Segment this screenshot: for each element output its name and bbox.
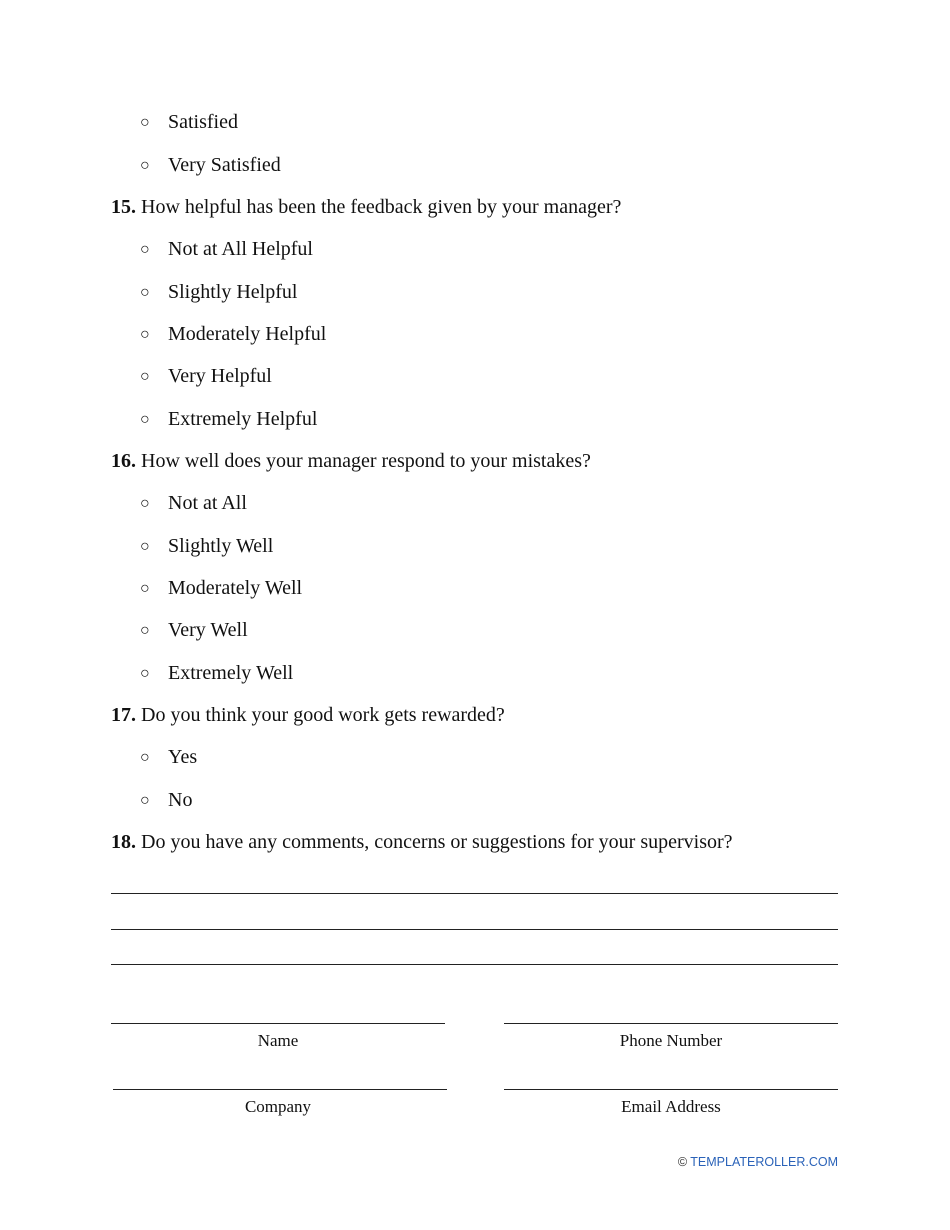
option-yes[interactable] [140, 745, 197, 770]
email-address-label: Email Address [621, 1097, 721, 1116]
company-label: Company [244, 1097, 312, 1116]
radio-circle-icon: ○ [140, 665, 150, 682]
radio-circle-icon: ○ [140, 368, 150, 385]
radio-circle-icon: ○ [140, 241, 150, 258]
option-label: Moderately Helpful [168, 323, 327, 345]
radio-circle-icon: ○ [140, 792, 150, 809]
option-label: Satisfied [168, 111, 238, 133]
question-text: How well does your manager respond to your mistakes? [141, 450, 591, 472]
option-very-satisfied[interactable] [140, 153, 281, 178]
radio-circle-icon: ○ [140, 749, 150, 766]
question-16 [111, 449, 591, 473]
option-extremely-well[interactable] [140, 661, 293, 686]
option-satisfied[interactable] [140, 110, 238, 135]
radio-circle-icon: ○ [140, 622, 150, 639]
radio-circle-icon: ○ [140, 157, 150, 174]
comment-line-2[interactable] [111, 929, 838, 930]
option-label: Slightly Well [168, 535, 274, 557]
question-15 [111, 195, 621, 219]
radio-circle-icon: ○ [140, 326, 150, 343]
radio-circle-icon: ○ [140, 114, 150, 131]
radio-circle-icon: ○ [140, 284, 150, 301]
phone-number-line[interactable] [504, 1023, 838, 1024]
radio-circle-icon: ○ [140, 538, 150, 555]
question-text: Do you have any comments, concerns or suggestions for your supervisor? [141, 831, 733, 853]
option-label: Very Satisfied [168, 154, 281, 176]
phone-number-label: Phone Number [619, 1031, 723, 1050]
option-label: Very Well [168, 619, 248, 641]
comment-line-3[interactable] [111, 964, 838, 965]
option-moderately-well[interactable] [140, 576, 302, 601]
question-number: 16. [111, 450, 136, 472]
question-text: How helpful has been the feedback given by your manager? [141, 196, 622, 218]
company-line[interactable] [113, 1089, 447, 1090]
option-label: Slightly Helpful [168, 281, 298, 303]
option-label: Yes [168, 746, 198, 768]
option-slightly-well[interactable] [140, 534, 273, 559]
option-label: Extremely Well [168, 662, 294, 684]
copyright-symbol: © [677, 1155, 688, 1169]
email-address-line[interactable] [504, 1089, 838, 1090]
option-label: Extremely Helpful [168, 408, 318, 430]
option-label: Not at All [168, 492, 247, 514]
radio-circle-icon: ○ [140, 411, 150, 428]
question-number: 15. [111, 196, 136, 218]
option-label: Not at All Helpful [168, 238, 313, 260]
option-label: Very Helpful [168, 365, 272, 387]
option-label: Moderately Well [168, 577, 303, 599]
option-very-helpful[interactable] [140, 364, 272, 389]
option-moderately-helpful[interactable] [140, 322, 326, 347]
option-not-at-all[interactable] [140, 491, 247, 516]
option-not-at-all-helpful[interactable] [140, 237, 313, 262]
option-label: No [168, 789, 193, 811]
question-number: 17. [111, 704, 136, 726]
option-no[interactable] [140, 788, 192, 813]
question-text: Do you think your good work gets rewarded? [141, 704, 505, 726]
option-slightly-helpful[interactable] [140, 280, 297, 305]
question-17 [111, 703, 505, 727]
templateroller-link[interactable]: TEMPLATEROLLER.COM [690, 1155, 838, 1169]
question-18 [111, 830, 733, 854]
option-very-well[interactable] [140, 618, 248, 643]
name-signature-line[interactable] [111, 1023, 445, 1024]
question-number: 18. [111, 831, 136, 853]
footer-copyright [678, 1155, 838, 1169]
name-label: Name [257, 1031, 299, 1050]
comment-line-1[interactable] [111, 893, 838, 894]
radio-circle-icon: ○ [140, 495, 150, 512]
option-extremely-helpful[interactable] [140, 407, 317, 432]
radio-circle-icon: ○ [140, 580, 150, 597]
